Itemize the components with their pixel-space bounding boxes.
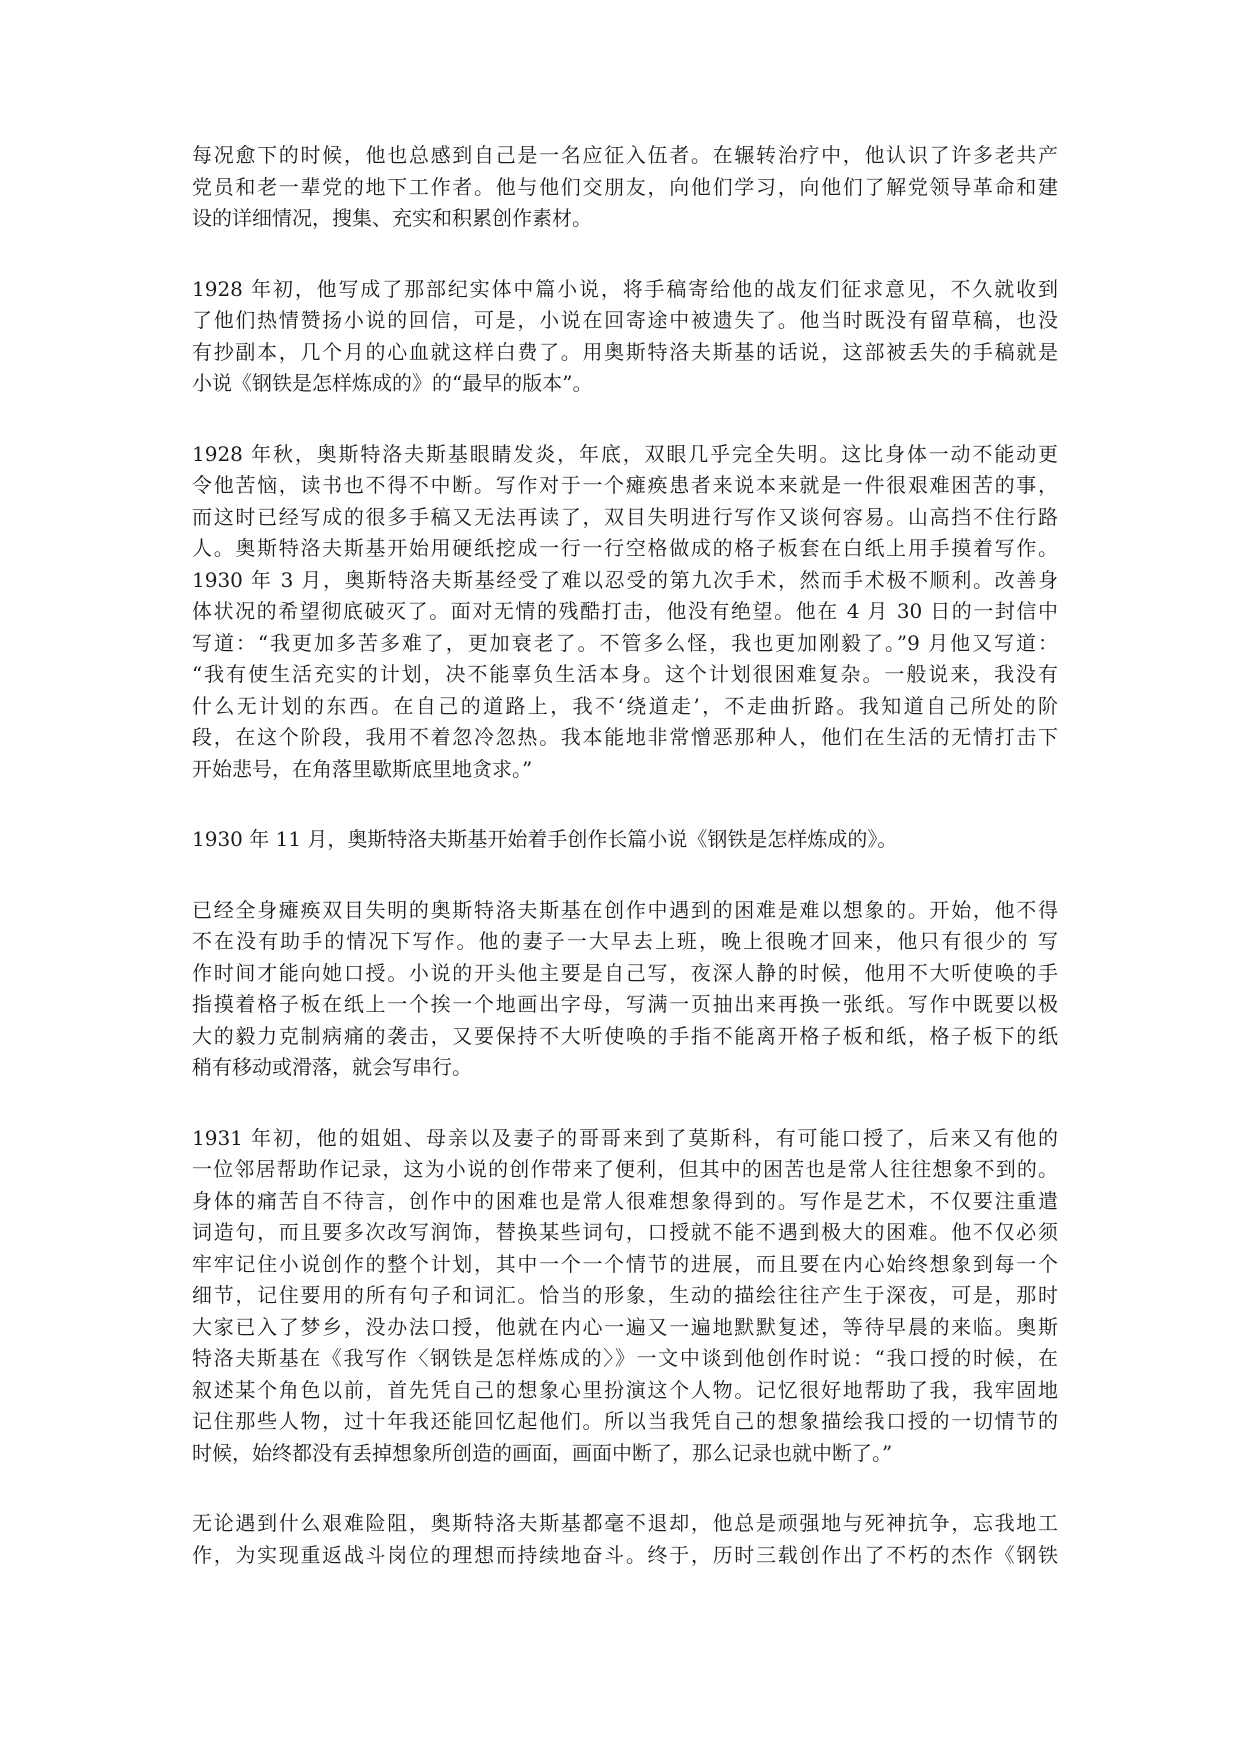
paragraph: [192, 140, 1058, 235]
text-line: 1931 年初，他的姐姐、母亲以及妻子的哥哥来到了莫斯科，有可能口授了，后来又有他的: [192, 1125, 1058, 1150]
text-line: 1930 年 3 月，奥斯特洛夫斯基经受了难以忍受的第九次手术，然而手术极不顺利。改善身: [192, 567, 1058, 592]
paragraph: [192, 274, 1058, 400]
text-line: 每况愈下的时候，他也总感到自己是一名应征入伍者。在辗转治疗中，他认识了许多老共产: [192, 143, 1058, 167]
text-line: 身体的痛苦自不待言，创作中的困难也是常人很难想象得到的。写作是艺术，不仅要注重遣: [192, 1188, 1058, 1213]
text-line: 开始悲号，在角落里歇斯底里地贪求。”: [192, 756, 533, 781]
text-line: 了他们热情赞扬小说的回信，可是，小说在回寄途中被遗失了。他当时既没有留草稿，也没: [192, 308, 1058, 332]
text-line: 词造句，而且要多次改写润饰，替换某些词句，口授就不能不遇到极大的困难。他不仅必须: [192, 1220, 1058, 1244]
text-line: 特洛夫斯基在《我写作〈钢铁是怎样炼成的〉》一文中谈到他创作时说：“我口授的时候，在: [192, 1346, 1058, 1370]
text-line: 小说《钢铁是怎样炼成的》的“最早的版本”。: [192, 371, 593, 395]
text-line: 记住那些人物，过十年我还能回忆起他们。所以当我凭自己的想象描绘我口授的一切情节的: [192, 1409, 1058, 1433]
text-line: 叙述某个角色以前，首先凭自己的想象心里扮演这个人物。记忆很好地帮助了我，我牢固地: [192, 1377, 1058, 1402]
text-line: 时候，始终都没有丢掉想象所创造的画面，画面中断了，那么记录也就中断了。”: [192, 1440, 893, 1465]
text-line: 大的毅力克制病痛的袭击，又要保持不大听使唤的手指不能离开格子板和纸，格子板下的纸: [192, 1023, 1058, 1048]
text-line: 体状况的希望彻底破灭了。面对无情的残酷打击，他没有绝望。他在 4 月 30 日的一封信中: [192, 599, 1058, 623]
paragraph: [192, 1508, 1058, 1571]
text-line: 指摸着格子板在纸上一个挨一个地画出字母，写满一页抽出来再换一张纸。写作中既要以极: [192, 992, 1058, 1016]
text-line: 大家已入了梦乡，没办法口授，他就在内心一遍又一遍地默默复述，等待早晨的来临。奥斯: [192, 1314, 1058, 1339]
document-page: [192, 140, 1058, 1610]
text-line: 一位邻居帮助作记录，这为小说的创作带来了便利，但其中的困苦也是常人往往想象不到的。: [192, 1157, 1058, 1181]
text-line: 细节，记住要用的所有句子和词汇。恰当的形象，生动的描绘往往产生于深夜，可是，那时: [192, 1283, 1058, 1307]
text-line: 人。奥斯特洛夫斯基开始用硬纸挖成一行一行空格做成的格子板套在白纸上用手摸着写作。: [192, 536, 1058, 560]
text-line: 而这时已经写成的很多手稿又无法再读了，双目失明进行写作又谈何容易。山高挡不住行路: [192, 504, 1058, 529]
paragraph: [192, 439, 1058, 786]
text-line: 牢牢记住小说创作的整个计划，其中一个一个情节的进展，而且要在内心始终想象到每一个: [192, 1251, 1058, 1276]
text-line: “我有使生活充实的计划，决不能辜负生活本身。这个计划很困难复杂。一般说来，我没有: [192, 662, 1058, 686]
text-line: 段，在这个阶段，我用不着忽冷忽热。我本能地非常憎恶那种人，他们在生活的无情打击下: [192, 725, 1058, 749]
text-line: 什么无计划的东西。在自己的道路上，我不‘绕道走’，不走曲折路。我知道自己所处的阶: [192, 693, 1058, 718]
text-line: 已经全身瘫痪双目失明的奥斯特洛夫斯基在创作中遇到的困难是难以想象的。开始，他不得: [192, 897, 1058, 922]
text-line: 稍有移动或滑落，就会写串行。: [192, 1055, 472, 1079]
text-line: 设的详细情况，搜集、充实和积累创作素材。: [192, 206, 592, 230]
paragraph: [192, 895, 1058, 1084]
text-line: 有抄副本，几个月的心血就这样白费了。用奥斯特洛夫斯基的话说，这部被丢失的手稿就是: [192, 339, 1058, 364]
paragraph: [192, 1123, 1058, 1470]
paragraph: [192, 824, 1058, 856]
text-line: 作时间才能向她口授。小说的开头他主要是自己写，夜深人静的时候，他用不大听使唤的手: [192, 960, 1058, 985]
text-line: 写道：“我更加多苦多难了，更加衰老了。不管多么怪，我也更加刚毅了。”9 月他又写道：: [192, 630, 1058, 655]
text-line: 作，为实现重返战斗岗位的理想而持续地奋斗。终于，历时三载创作出了不朽的杰作《钢铁: [192, 1542, 1058, 1567]
text-line: 1930 年 11 月，奥斯特洛夫斯基开始着手创作长篇小说《钢铁是怎样炼成的》。: [192, 827, 898, 851]
text-line: 党员和老一辈党的地下工作者。他与他们交朋友，向他们学习，向他们了解党领导革命和建: [192, 174, 1058, 199]
text-line: 1928 年初，他写成了那部纪实体中篇小说，将手稿寄给他的战友们征求意见，不久就收到: [192, 276, 1058, 301]
text-line: 无论遇到什么艰难险阻，奥斯特洛夫斯基都毫不退却，他总是顽强地与死神抗争，忘我地工: [192, 1511, 1058, 1535]
text-line: 令他苦恼，读书也不得不中断。写作对于一个瘫痪患者来说本来就是一件很艰难困苦的事，: [192, 473, 1058, 497]
text-line: 1928 年秋，奥斯特洛夫斯基眼睛发炎，年底，双眼几乎完全失明。这比身体一动不能动更: [192, 441, 1058, 466]
text-line: 不在没有助手的情况下写作。他的妻子一大早去上班，晚上很晚才回来，他只有很少的 写: [192, 929, 1058, 953]
